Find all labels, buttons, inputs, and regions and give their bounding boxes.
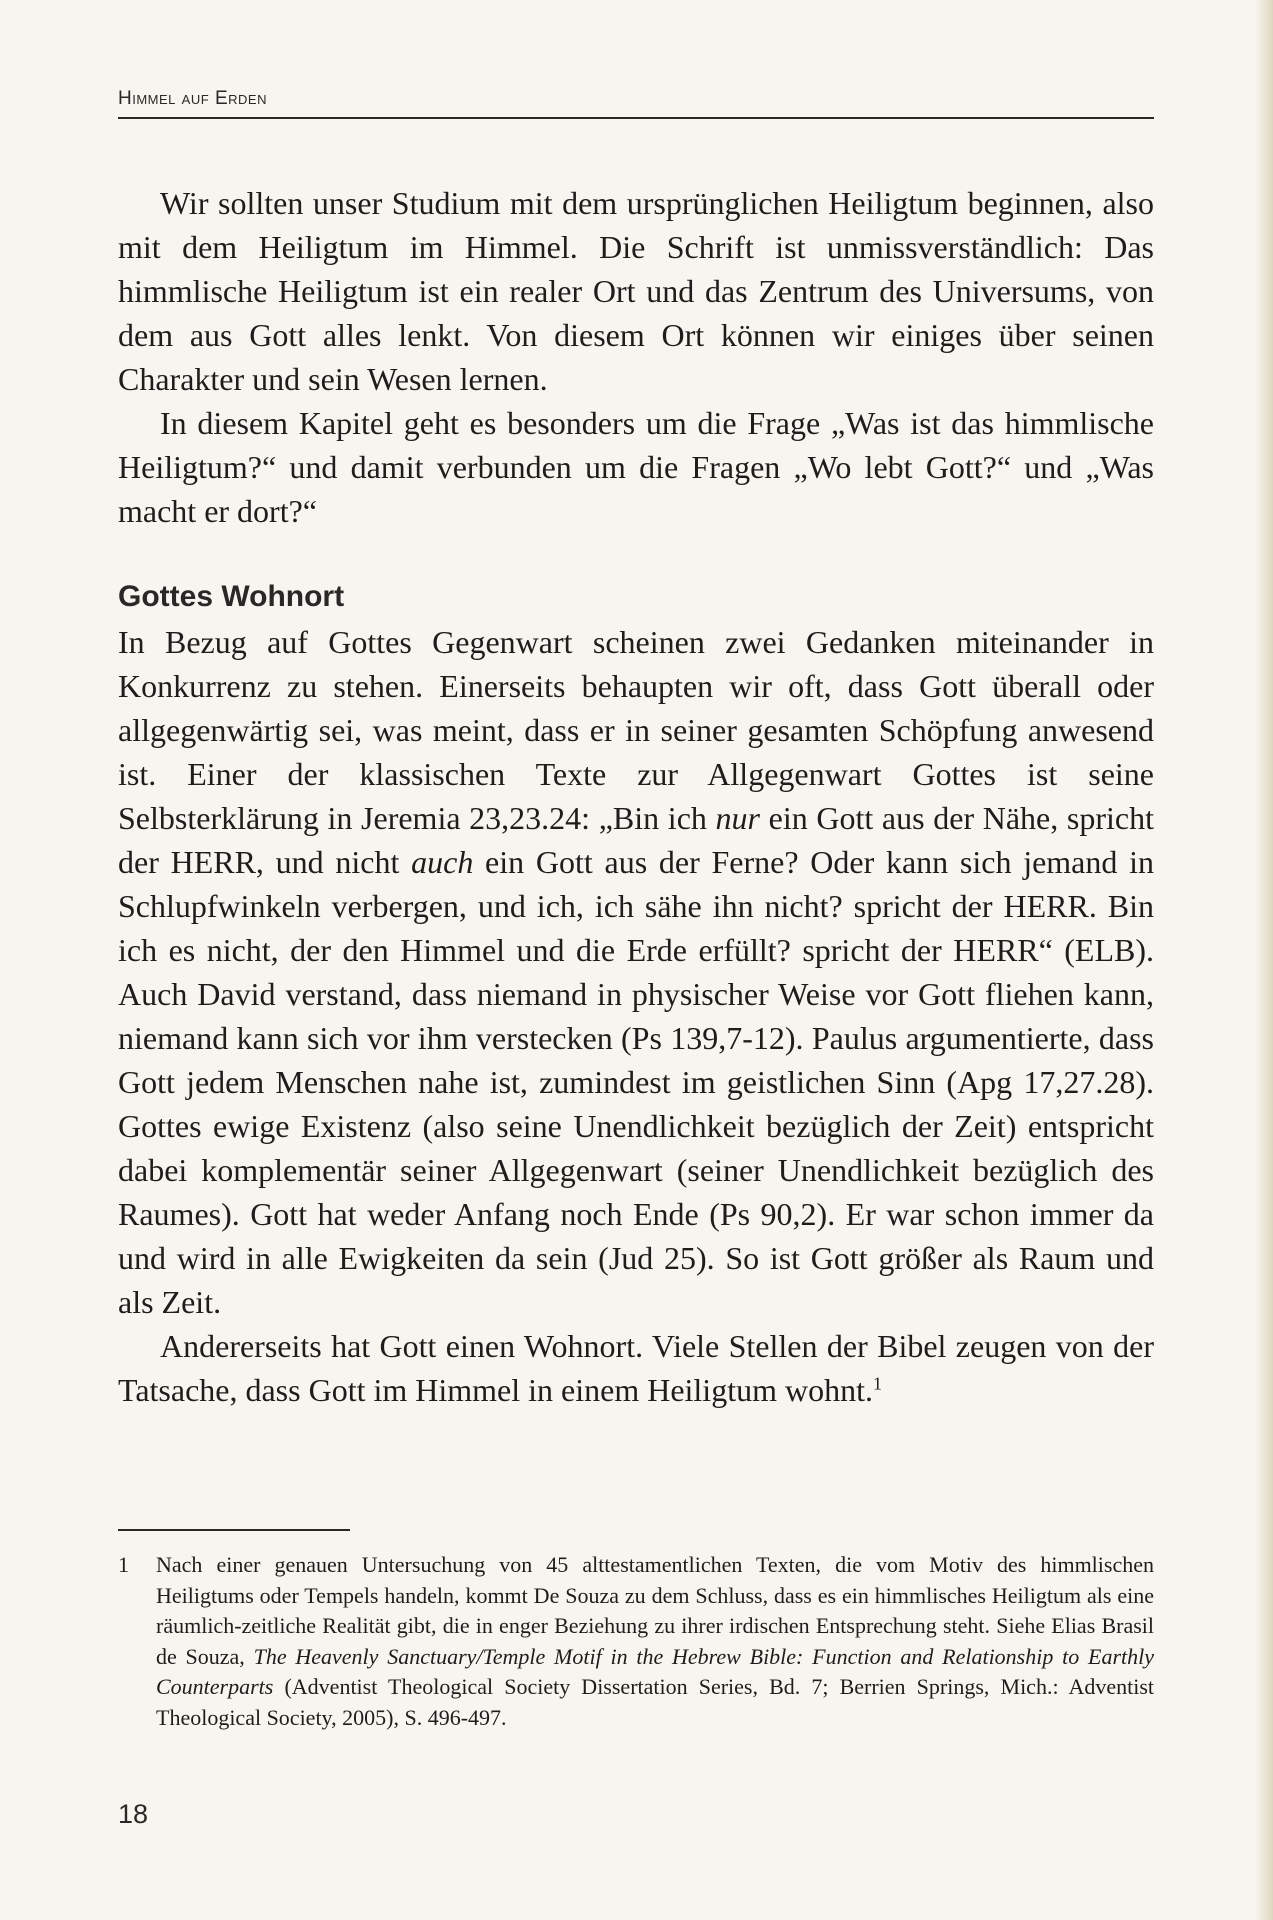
intro-paragraph-2: In diesem Kapitel geht es besonders um die Frage „Was ist das himmlische Heiligtum?“ und damit verbunden um die Fragen „Wo lebt Gott?“ und „Was macht er dort?“ — [118, 405, 1154, 529]
running-head: Himmel auf Erden — [118, 88, 267, 109]
emphasis-auch: auch — [411, 844, 474, 880]
intro-paragraph-1: Wir sollten unser Studium mit dem ursprünglichen Heiligtum beginnen, also mit dem Heiligtum im Himmel. Die Schrift ist unmissverständlich: Das himmlische Heiligtum ist ein realer Ort und das Zentrum des Universums, von dem aus Gott alles lenkt. Von diesem Ort können wir einiges über seinen Charakter und sein Wesen lernen. — [118, 185, 1154, 397]
section-paragraph-2 — [118, 1324, 1154, 1412]
section-heading: Gottes Wohnort — [118, 580, 345, 613]
footnote-rule — [118, 1529, 350, 1531]
footnote-text: Nach einer genauen Untersuchung von 45 alttestamentlichen Texten, die vom Motiv des himmlischen Heiligtums oder Tempels handeln, kommt De Souza zu dem Schluss, dass es ein himmlisches Heiligtum als eine räumlich-zeitliche Realität gibt, die in enger Beziehung zu ihrer irdischen Entsprechung steht. Siehe Elias Brasil de Souza, — [156, 1552, 1154, 1669]
footnote-text: (Adventist Theological Society Dissertation Series, Bd. 7; Berrien Springs, Mich.: Adventist Theological Society, 2005), S. 496-497. — [156, 1674, 1154, 1730]
footnote-body — [156, 1550, 1154, 1733]
paragraph-text: In Bezug auf Gottes Gegenwart scheinen zwei Gedanken miteinander in Konkurrenz zu stehen. Einerseits behaupten wir oft, dass Gott überall oder allgegenwärtig sei, was meint, dass er in seiner gesamten Schöpfung anwesend ist. Einer der klassischen Texte zur Allgegenwart Gottes ist seine Selbsterklärung in Jeremia 23,23.24: „Bin ich — [118, 624, 1154, 836]
paragraph-text: ein Gott aus der Nähe, spricht der HERR, und nicht — [118, 800, 1154, 880]
section-paragraph-1 — [118, 620, 1154, 1324]
header-rule — [118, 117, 1154, 119]
footnote — [118, 1550, 1154, 1733]
footnote-book-title: The Heavenly Sanctuary/Temple Motif in the Hebrew Bible: Function and Relationship to Earthly Counterparts — [156, 1643, 1155, 1699]
footnote-number: 1 — [118, 1552, 129, 1577]
intro-text — [118, 181, 1154, 533]
paragraph-text: Andererseits hat Gott einen Wohnort. Viele Stellen der Bibel zeugen von der Tatsache, dass Gott im Himmel in einem Heiligtum wohnt. — [118, 1328, 1154, 1408]
emphasis-nur: nur — [715, 800, 760, 836]
paragraph-text: ein Gott aus der Ferne? Oder kann sich jemand in Schlupfwinkeln verbergen, und ich, ich sähe ihn nicht? spricht der HERR. Bin ich es nicht, der den Himmel und die Erde erfüllt? spricht der HERR“ (ELB). Auch David verstand, dass niemand in physischer Weise vor Gott fliehen kann, niemand kann sich vor ihm verstecken (Ps 139,7-12). Paulus argumentierte, dass Gott jedem Menschen nahe ist, zumindest im geistlichen Sinn (Apg 17,27.28). Gottes ewige Existenz (also seine Unendlichkeit bezüglich der Zeit) entspricht dabei komplementär seiner Allgegenwart (seiner Unendlichkeit bezüglich des Raumes). Gott hat weder Anfang noch Ende (Ps 90,2). Er war schon immer da und wird in alle Ewigkeiten da sein (Jud 25). So ist Gott größer als Raum und als Zeit. — [118, 844, 1155, 1320]
page-edge-shadow — [1255, 0, 1273, 1920]
section-text — [118, 620, 1154, 1412]
footnote-reference: 1 — [872, 1373, 882, 1394]
page-number: 18 — [118, 1799, 149, 1829]
